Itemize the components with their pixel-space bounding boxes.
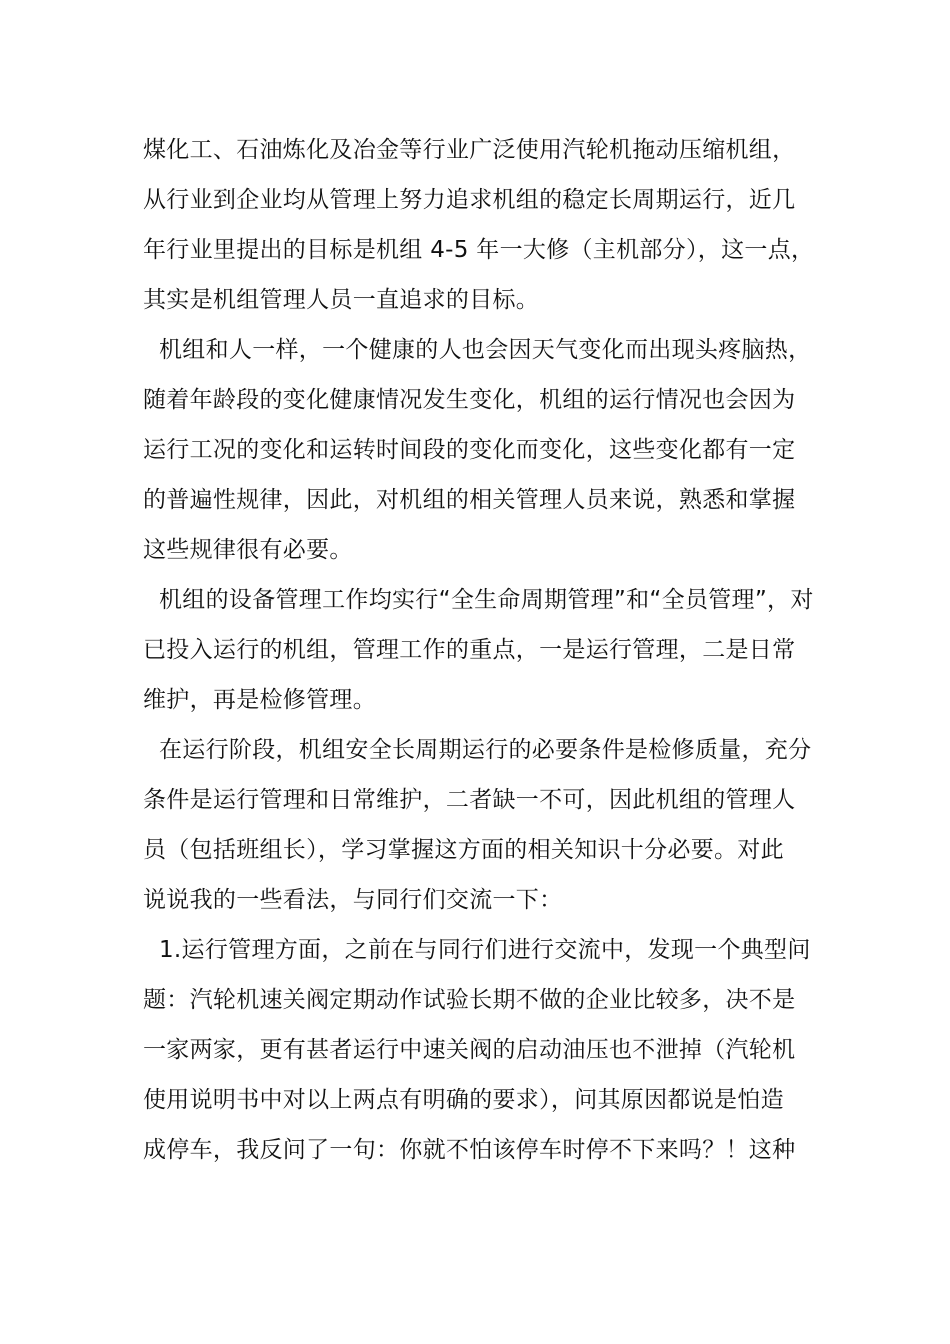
text-line: 其实是机组管理人员一直追求的目标。 — [143, 287, 540, 313]
text-line: 的普遍性规律，因此，对机组的相关管理人员来说，熟悉和掌握 — [143, 487, 796, 513]
text-line: 年行业里提出的目标是机组 4-5 年一大修（主机部分），这一点， — [143, 237, 815, 263]
text-line: 成停车，我反问了一句：你就不怕该停车时停不下来吗？！这种 — [143, 1137, 796, 1163]
text-line: 从行业到企业均从管理上努力追求机组的稳定长周期运行，近几 — [143, 187, 796, 213]
text-line: 条件是运行管理和日常维护，二者缺一不可，因此机组的管理人 — [143, 787, 796, 813]
text-line: 维护，再是检修管理。 — [143, 687, 376, 713]
text-line: 员（包括班组长），学习掌握这方面的相关知识十分必要。对此 — [143, 837, 784, 863]
text-line: 题：汽轮机速关阀定期动作试验长期不做的企业比较多，决不是 — [143, 987, 796, 1013]
text-line: 机组的设备管理工作均实行“全生命周期管理”和“全员管理”，对 — [159, 587, 814, 613]
text-line: 一家两家，更有甚者运行中速关阀的启动油压也不泄掉（汽轮机 — [143, 1037, 796, 1063]
text-line: 煤化工、石油炼化及冶金等行业广泛使用汽轮机拖动压缩机组， — [143, 137, 796, 163]
text-line: 随着年龄段的变化健康情况发生变化，机组的运行情况也会因为 — [143, 387, 796, 413]
text-line: 说说我的一些看法，与同行们交流一下： — [143, 887, 563, 913]
text-line: 运行工况的变化和运转时间段的变化而变化，这些变化都有一定 — [143, 437, 796, 463]
text-line: 这些规律很有必要。 — [143, 537, 353, 563]
text-line: 使用说明书中对以上两点有明确的要求），问其原因都说是怕造 — [143, 1087, 784, 1113]
text-line: 在运行阶段，机组安全长周期运行的必要条件是检修质量，充分 — [159, 737, 812, 763]
body-text — [143, 125, 823, 1175]
text-line: 机组和人一样，一个健康的人也会因天气变化而出现头疼脑热， — [159, 337, 812, 363]
text-line: 1.运行管理方面，之前在与同行们进行交流中，发现一个典型问 — [159, 937, 811, 963]
text-line: 已投入运行的机组，管理工作的重点，一是运行管理，二是日常 — [143, 637, 796, 663]
